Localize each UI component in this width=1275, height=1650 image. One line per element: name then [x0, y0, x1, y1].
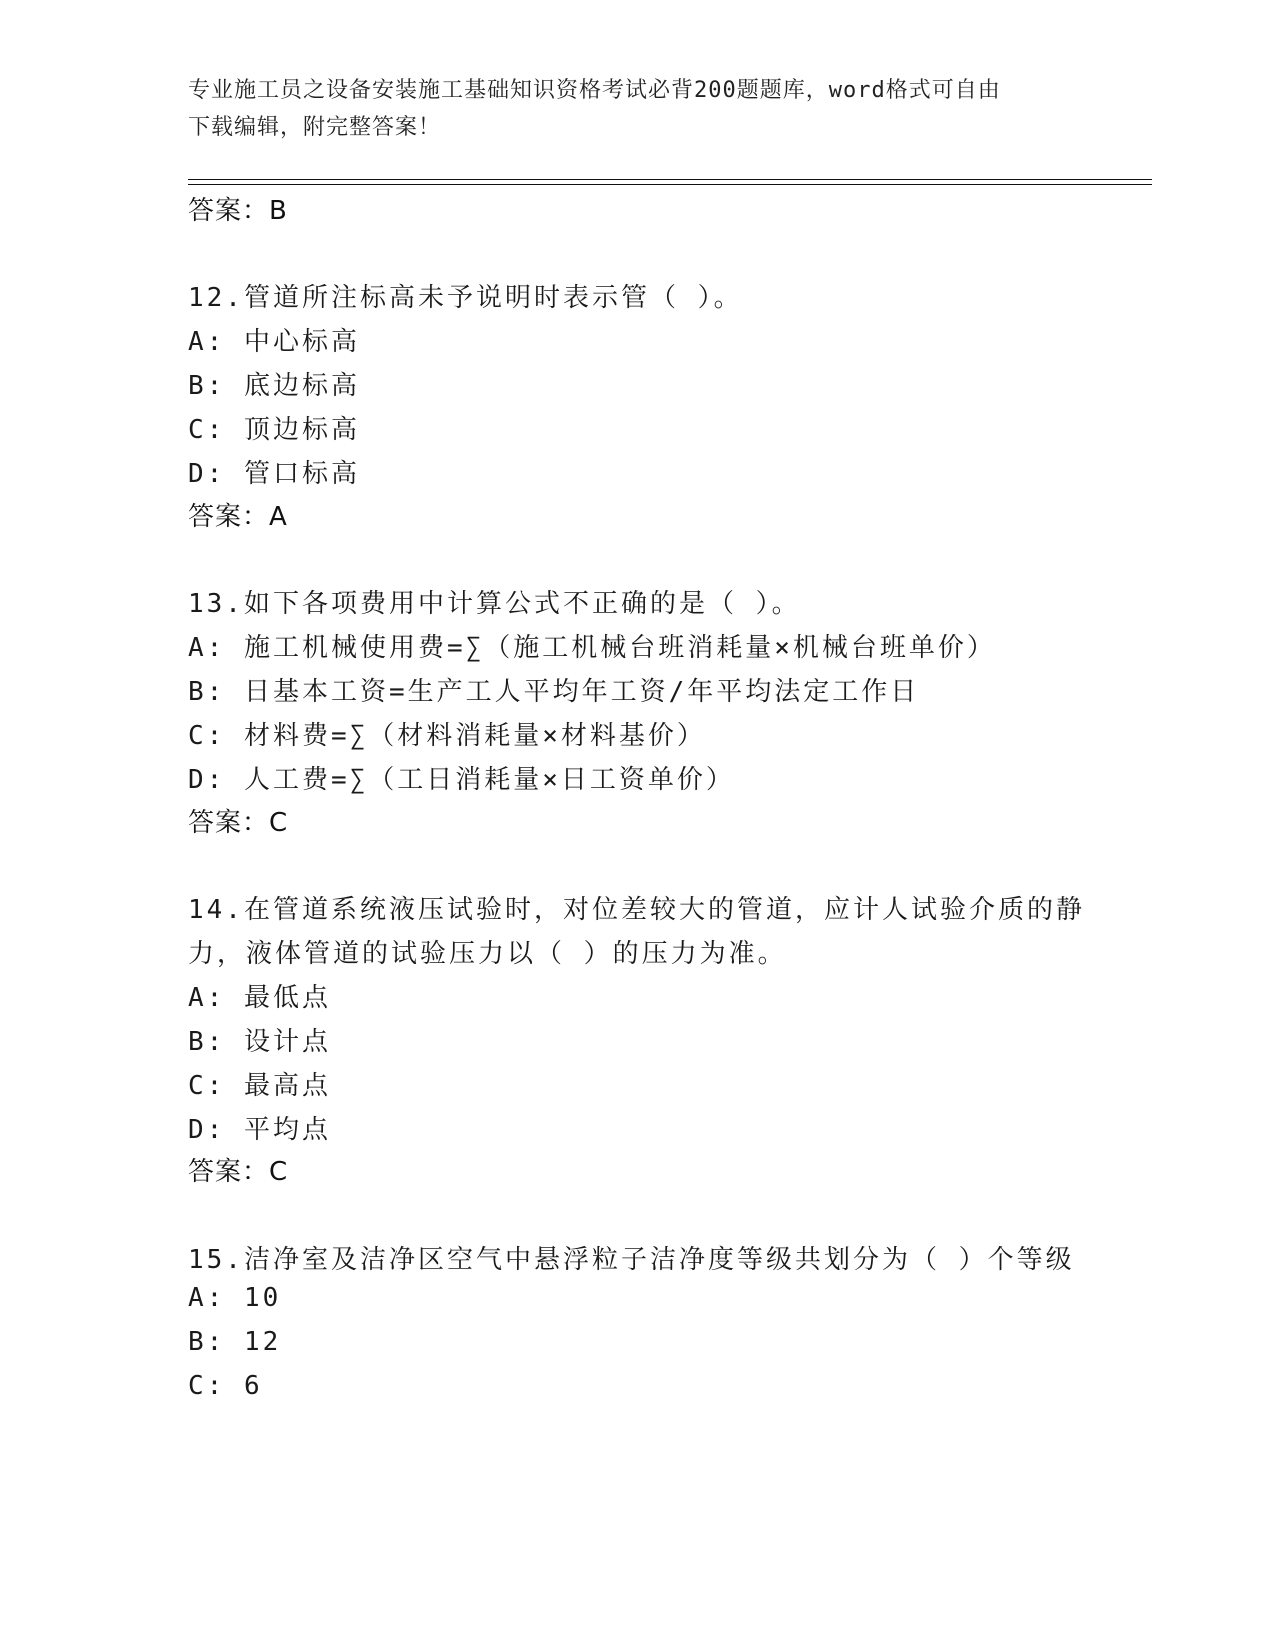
question-13-option-b: B: 日基本工资=生产工人平均年工资/年平均法定工作日 — [188, 677, 920, 707]
question-15-option-b: B: 12 — [188, 1327, 282, 1357]
header-divider-bottom — [188, 184, 1152, 185]
question-12-stem: 12.管道所注标高未予说明时表示管（ ）。 — [188, 283, 743, 313]
question-14-option-b: B: 设计点 — [188, 1027, 331, 1057]
previous-answer: 答案：B — [188, 196, 288, 226]
question-13-option-d: D: 人工费=∑（工日消耗量×日工资单价） — [188, 765, 735, 795]
question-14-answer: 答案：C — [188, 1157, 289, 1187]
question-12-option-d: D: 管口标高 — [188, 459, 360, 489]
question-15-stem: 15.洁净室及洁净区空气中悬浮粒子洁净度等级共划分为（ ）个等级 — [188, 1245, 1075, 1275]
header-title-line-1: 专业施工员之设备安装施工基础知识资格考试必背200题题库，word格式可自由 — [188, 78, 1001, 103]
question-14-stem-line-1: 14.在管道系统液压试验时，对位差较大的管道，应计人试验介质的静 — [188, 895, 1085, 925]
question-14-option-d: D: 平均点 — [188, 1115, 331, 1145]
question-14-option-c: C: 最高点 — [188, 1071, 331, 1101]
question-12-option-a: A: 中心标高 — [188, 327, 360, 357]
header-divider-top — [188, 179, 1152, 180]
document-header — [188, 72, 1068, 146]
question-14-option-a: A: 最低点 — [188, 983, 331, 1013]
question-12-answer: 答案：A — [188, 502, 288, 532]
question-14-stem-line-2: 力，液体管道的试验压力以（ ）的压力为准。 — [188, 939, 787, 969]
question-13-option-c: C: 材料费=∑（材料消耗量×材料基价） — [188, 721, 706, 751]
question-15-option-a: A: 10 — [188, 1283, 282, 1313]
question-13-option-a: A: 施工机械使用费=∑（施工机械台班消耗量×机械台班单价） — [188, 633, 996, 663]
question-12-option-b: B: 底边标高 — [188, 371, 360, 401]
header-title-line-2: 下载编辑，附完整答案！ — [188, 115, 442, 140]
question-15-option-c: C: 6 — [188, 1371, 263, 1401]
question-13-stem: 13.如下各项费用中计算公式不正确的是（ ）。 — [188, 589, 801, 619]
question-13-answer: 答案：C — [188, 808, 289, 838]
question-12-option-c: C: 顶边标高 — [188, 415, 360, 445]
